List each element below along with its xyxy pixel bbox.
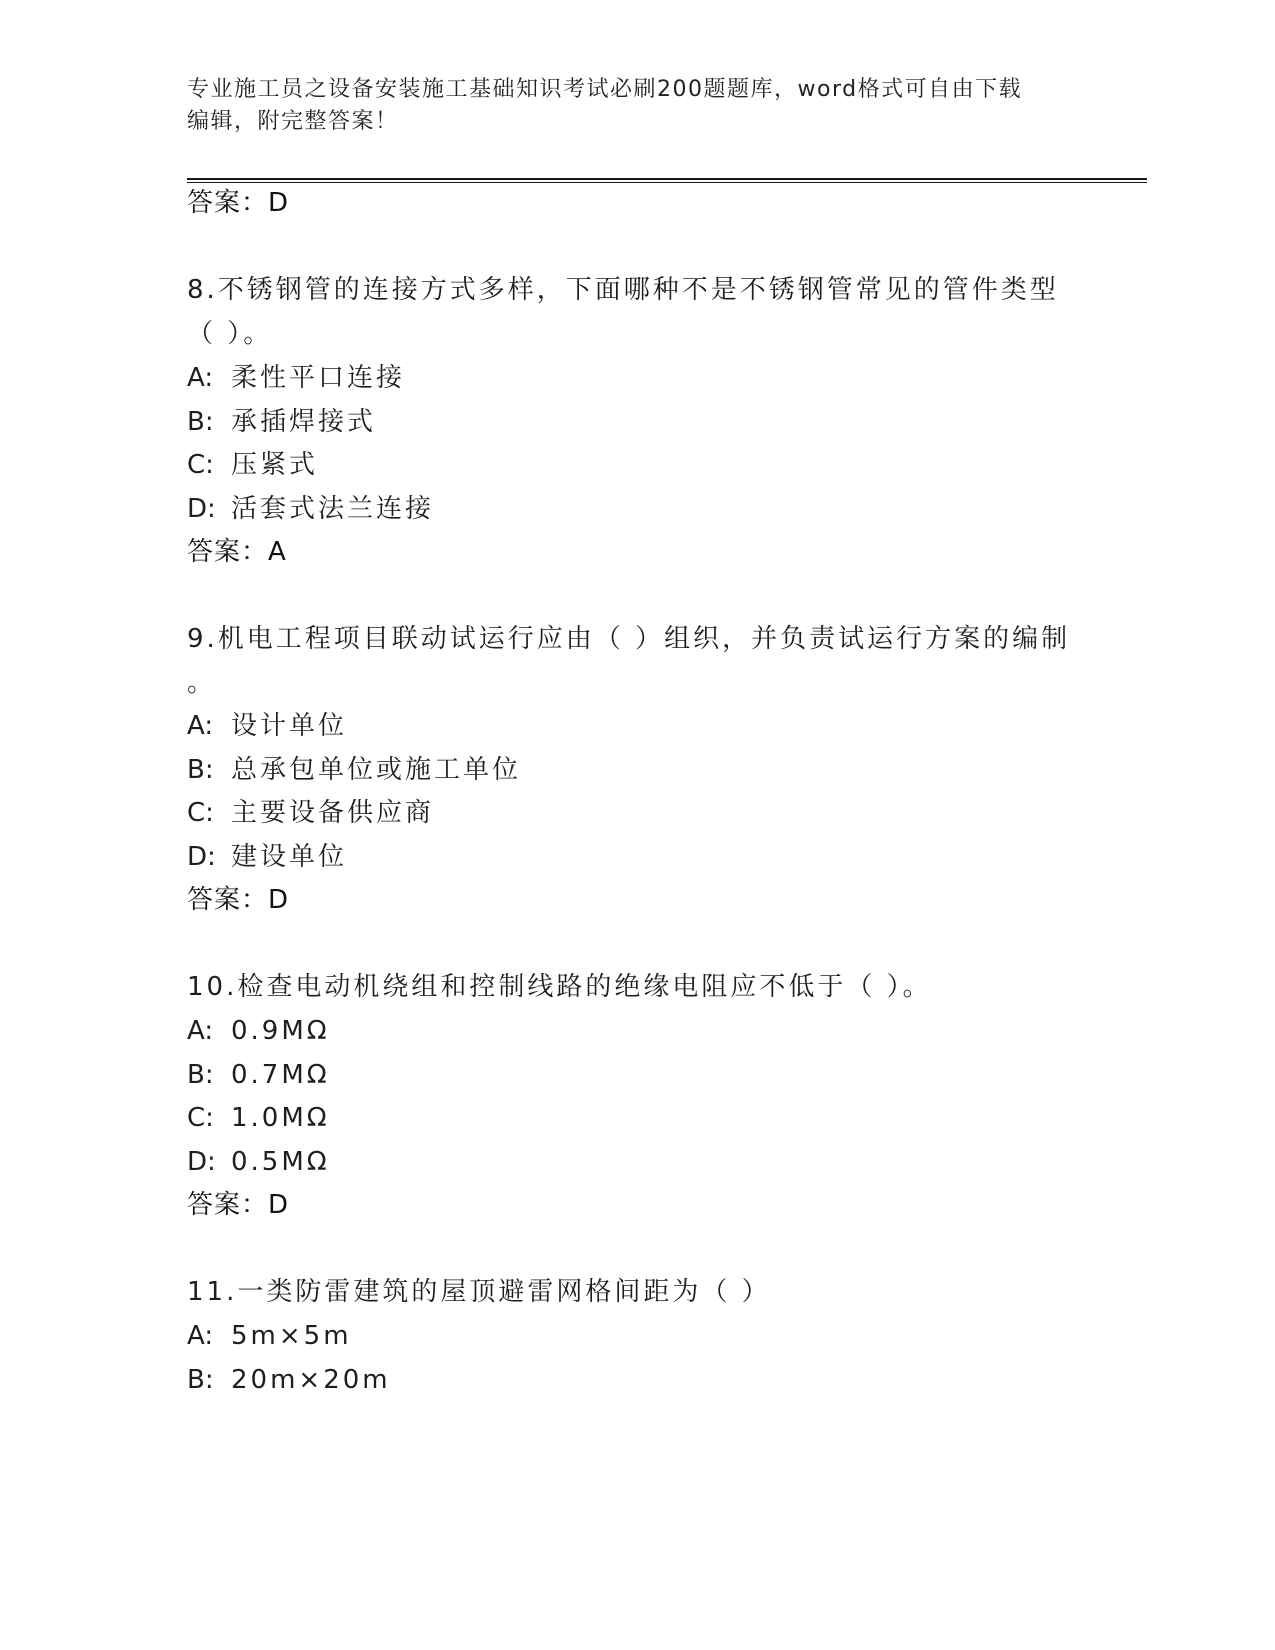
answer-line: 答案：A xyxy=(187,537,287,567)
option-b xyxy=(187,1363,391,1397)
option-text: 主要设备供应商 xyxy=(231,798,435,828)
option-text: 5m×5m xyxy=(231,1321,352,1351)
option-text: 0.7MΩ xyxy=(231,1060,330,1090)
option-c xyxy=(187,1101,330,1135)
option-a xyxy=(187,361,405,395)
option-a xyxy=(187,1014,330,1048)
header-line-1: 专业施工员之设备安装施工基础知识考试必刷200题题库，word格式可自由下载 xyxy=(187,77,1023,102)
option-text: 活套式法兰连接 xyxy=(231,494,435,524)
option-text: 设计单位 xyxy=(231,711,348,741)
option-text: 总承包单位或施工单位 xyxy=(231,755,522,785)
answer-line: 答案：D xyxy=(187,885,290,915)
answer-line: 答案：D xyxy=(187,1190,290,1220)
option-letter: D: xyxy=(187,494,216,524)
option-letter: A: xyxy=(187,1016,214,1046)
option-letter: B: xyxy=(187,407,214,437)
option-letter: C: xyxy=(187,1103,214,1133)
option-a xyxy=(187,709,347,743)
option-letter: B: xyxy=(187,755,214,785)
question-stem: 11.一类防雷建筑的屋顶避雷网格间距为（ ） xyxy=(187,1277,771,1307)
question-stem: 9.机电工程项目联动试运行应由（ ）组织，并负责试运行方案的编制 xyxy=(187,624,1071,654)
option-a xyxy=(187,1319,352,1353)
option-letter: A: xyxy=(187,363,214,393)
option-letter: B: xyxy=(187,1060,214,1090)
option-letter: A: xyxy=(187,711,214,741)
option-text: 承插焊接式 xyxy=(231,407,377,437)
question-stem: 8.不锈钢管的连接方式多样，下面哪种不是不锈钢管常见的管件类型 xyxy=(187,275,1059,305)
option-b xyxy=(187,753,521,787)
option-b xyxy=(187,405,376,439)
option-text: 0.9MΩ xyxy=(231,1016,330,1046)
option-letter: C: xyxy=(187,798,214,828)
option-text: 0.5MΩ xyxy=(231,1147,330,1177)
option-text: 1.0MΩ xyxy=(231,1103,330,1133)
header-divider-thin xyxy=(187,182,1147,183)
option-letter: A: xyxy=(187,1321,214,1351)
question-stem-continued: （ ）。 xyxy=(187,319,273,349)
option-b xyxy=(187,1058,330,1092)
option-d xyxy=(187,1145,330,1179)
header-divider xyxy=(187,178,1147,180)
option-letter: D: xyxy=(187,1147,216,1177)
question-stem-continued: 。 xyxy=(187,668,217,698)
option-letter: B: xyxy=(187,1365,214,1395)
option-c xyxy=(187,796,434,830)
option-text: 柔性平口连接 xyxy=(231,363,406,393)
option-text: 20m×20m xyxy=(231,1365,391,1395)
option-text: 压紧式 xyxy=(231,450,319,480)
document-header xyxy=(187,74,1067,138)
answer-line: 答案：D xyxy=(187,188,290,218)
option-text: 建设单位 xyxy=(231,842,348,872)
option-letter: C: xyxy=(187,450,214,480)
option-d xyxy=(187,840,347,874)
option-c xyxy=(187,448,318,482)
question-stem: 10.检查电动机绕组和控制线路的绝缘电阻应不低于（ ）。 xyxy=(187,972,932,1002)
option-letter: D: xyxy=(187,842,216,872)
option-d xyxy=(187,492,434,526)
header-line-2: 编辑，附完整答案！ xyxy=(187,109,399,134)
